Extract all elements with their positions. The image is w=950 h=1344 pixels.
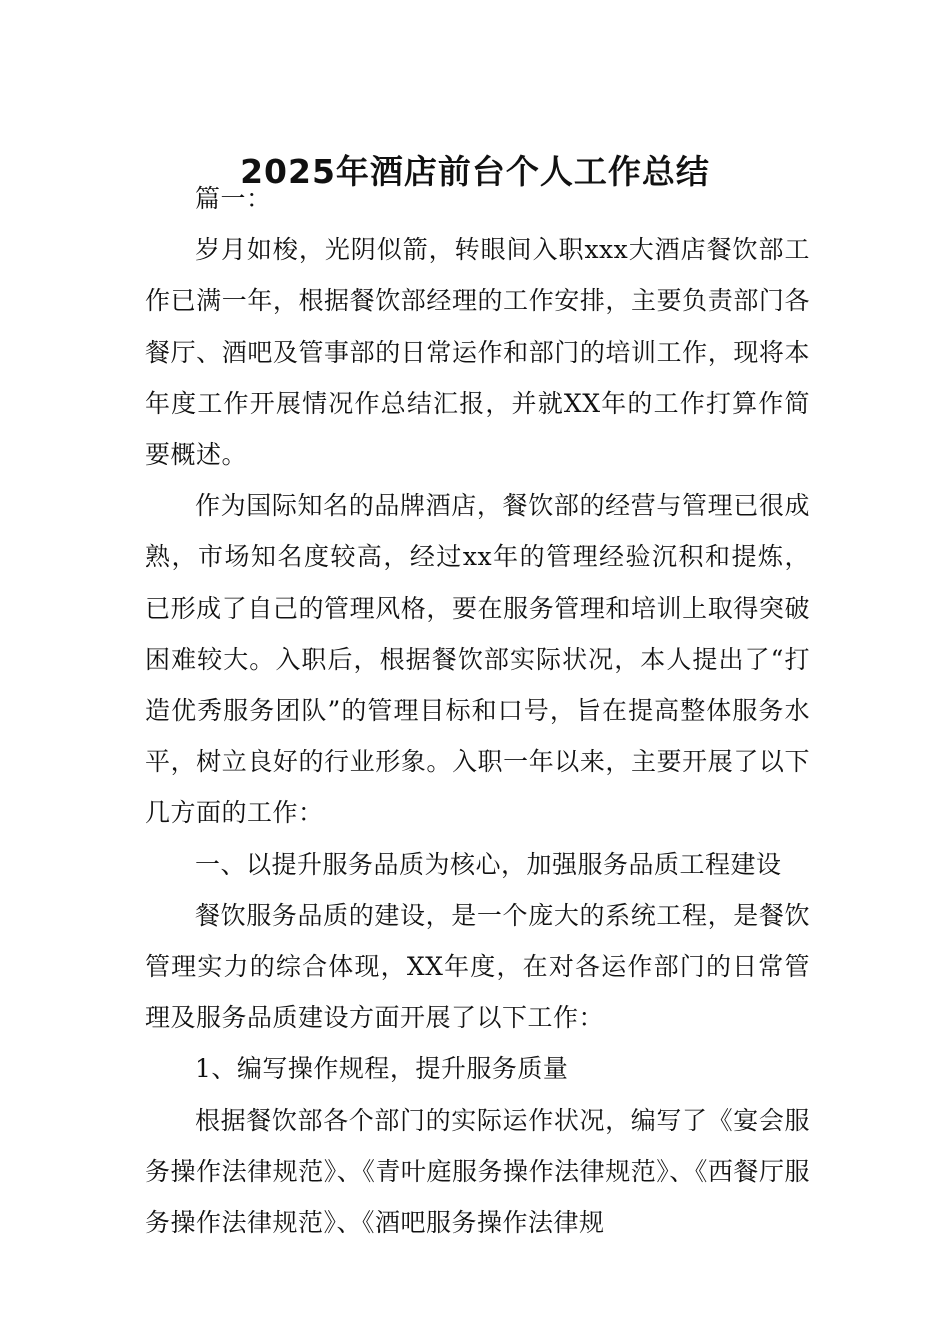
paragraph: 1、编写操作规程，提升服务质量 — [195, 1054, 569, 1084]
paragraph: 根据餐饮部各个部门的实际运作状况，编写了《宴会服务操作法律规范》、《青叶庭服务操作法律规范》、《西餐厅服务操作法律规范》、《酒吧服务操作法律规 — [145, 1105, 810, 1238]
paragraph: 作为国际知名的品牌酒店，餐饮部的经营与管理已很成熟，市场知名度较高，经过xx年的管理经验沉积和提炼，已形成了自己的管理风格，要在服务管理和培训上取得突破困难较大。入职后，根据餐饮部实际状况，本人提出了“打造优秀服务团队”的管理目标和口号，旨在提高整体服务水平，树立良好的行业形象。入职一年以来，主要开展了以下几方面的工作： — [145, 491, 810, 828]
paragraph: 岁月如梭，光阴似箭，转眼间入职xxx大酒店餐饮部工作已满一年，根据餐饮部经理的工作安排，主要负责部门各餐厅、酒吧及管事部的日常运作和部门的培训工作，现将本年度工作开展情况作总结汇报，并就XX年的工作打算作简要概述。 — [145, 235, 810, 470]
document-body — [145, 150, 810, 1248]
paragraph: 一、以提升服务品质为核心，加强服务品质工程建设 — [195, 849, 782, 879]
document-title: 2025年酒店前台个人工作总结 — [240, 152, 710, 192]
paragraph: 餐饮服务品质的建设，是一个庞大的系统工程，是餐饮管理实力的综合体现，XX年度，在对各运作部门的日常管理及服务品质建设方面开展了以下工作： — [145, 900, 810, 1033]
paragraph: 篇一： — [195, 184, 272, 213]
